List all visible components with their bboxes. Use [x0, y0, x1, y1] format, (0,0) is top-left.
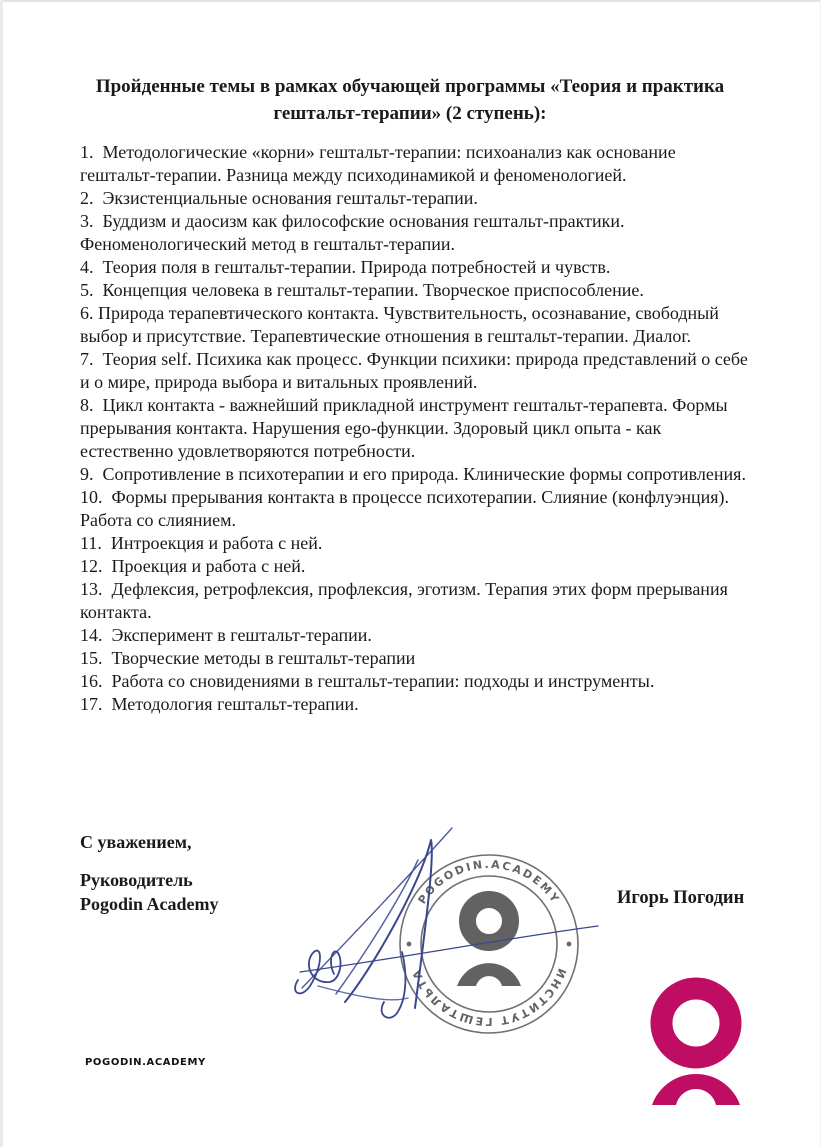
topic-item: 11. Интроекция и работа с ней.	[80, 533, 323, 553]
page-edge	[0, 0, 3, 1147]
handwritten-signature	[278, 808, 608, 1023]
signer-role-block	[80, 868, 219, 916]
topic-item: 5. Концепция человека в гештальт-терапии. Творческое приспособление.	[80, 280, 644, 300]
stamp-top-text: POGODIN.ACADEMY	[415, 857, 563, 907]
signer-organization: Pogodin Academy	[80, 894, 219, 914]
topic-item: 14. Эксперимент в гештальт-терапии.	[80, 625, 372, 645]
signer-role: Руководитель	[80, 870, 193, 890]
topic-item: 16. Работа со сновидениями в гештальт-терапии: подходы и инструменты.	[80, 671, 655, 691]
topic-item: 9. Сопротивление в психотерапии и его природа. Клинические формы сопротивления.	[80, 464, 746, 484]
topics-list	[80, 141, 752, 716]
topic-item: 6. Природа терапевтического контакта. Чувствительность, осознавание, свободный выбор и присутствие. Терапевтические отношения в гештальт-терапии. Диалог.	[80, 303, 724, 346]
topic-item: 3. Буддизм и даосизм как философские основания гештальт-практики. Феноменологический метод в гештальт-терапии.	[80, 211, 629, 254]
topic-item: 8. Цикл контакта - важнейший прикладной инструмент гештальт-терапевта. Формы прерывания контакта. Нарушения ego-функции. Здоровый цикл опыта - как естественно удовлетворяются потребности.	[80, 395, 733, 461]
signer-name: Игорь Погодин	[617, 888, 745, 908]
topic-item: 15. Творческие методы в гештальт-терапии	[80, 648, 416, 668]
brand-logo	[650, 977, 742, 1107]
page-title-line1: Пройденные темы в рамках обучающей программы «Теория и практика	[95, 76, 725, 97]
person-logo-icon	[650, 977, 742, 1107]
topic-item: 7. Теория self. Психика как процесс. Функции психики: природа представлений о себе и о мире, природа выбора и витальных проявлений.	[80, 349, 753, 392]
stamp-bottom-text: ИНСТИТУТ ГЕШТАЛЬТА	[409, 966, 569, 1029]
closing-text: С уважением,	[80, 832, 192, 852]
topic-item: 2. Экзистенциальные основания гештальт-терапии.	[80, 188, 478, 208]
page-title-line2: гештальт-терапии» (2 ступень):	[273, 103, 547, 124]
footer-brand-text: POGODIN.ACADEMY	[85, 1057, 206, 1068]
page-title	[60, 73, 760, 127]
page-edge	[0, 0, 821, 2]
topic-item: 1. Методологические «корни» гештальт-терапии: психоанализ как основание гештальт-терапии. Разница между психодинамикой и феноменологией.	[80, 142, 681, 185]
signature-icon	[278, 808, 608, 1023]
topic-item: 12. Проекция и работа с ней.	[80, 556, 306, 576]
topic-item: 10. Формы прерывания контакта в процессе психотерапии. Слияние (конфлуэнция). Работа со слиянием.	[80, 487, 734, 530]
topic-item: 4. Теория поля в гештальт-терапии. Природа потребностей и чувств.	[80, 257, 611, 277]
topic-item: 13. Дефлексия, ретрофлексия, профлексия, эготизм. Терапия этих форм прерывания контакта.	[80, 579, 733, 622]
topic-item: 17. Методология гештальт-терапии.	[80, 694, 359, 714]
